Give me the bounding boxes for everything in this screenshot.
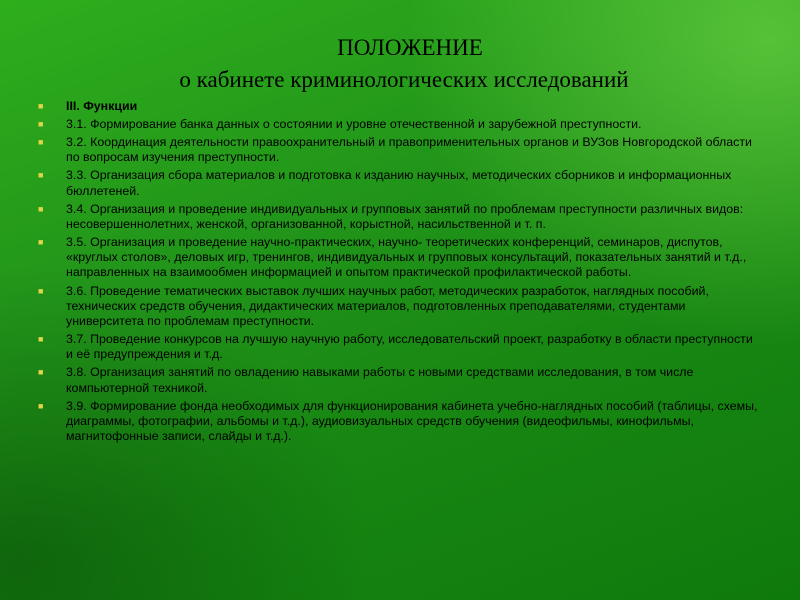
list-item: [38, 235, 760, 281]
list-item: [38, 168, 760, 198]
title-line-1: ПОЛОЖЕНИЕ: [337, 35, 483, 60]
list-item: [38, 135, 760, 165]
bullet-square-icon: ■: [38, 237, 44, 248]
list-item-text: 3.2. Координация деятельности правоохранительный и правоприменительных органов и ВУЗов Новгородской области по вопросам изучения преступности.: [66, 135, 752, 165]
bullet-square-icon: ■: [38, 400, 44, 411]
list-item: [38, 117, 760, 132]
bullet-square-icon: ■: [38, 203, 44, 214]
bullet-square-icon: ■: [38, 367, 44, 378]
list-item-text: 3.3. Организация сбора материалов и подготовка к изданию научных, методических сборников и информационных бюллетеней.: [66, 168, 732, 198]
list-item-heading: [38, 99, 760, 114]
bullet-list: [38, 99, 760, 447]
bullet-square-icon: ■: [38, 137, 44, 148]
section-heading: III. Функции: [66, 99, 138, 113]
list-item-text: 3.7. Проведение конкурсов на лучшую научную работу, исследовательский проект, разработку в области преступности и её предупреждения и т.д.: [66, 332, 753, 362]
list-item-text: 3.9. Формирование фонда необходимых для функционирования кабинета учебно-наглядных пособий (таблицы, схемы, диаграммы, фотографии, альбомы и т.д.), аудиовизуальных средств обучения (видеофильмы, кинофильмы, магнитофонные записи, слайды и т.д.).: [66, 398, 758, 444]
bullet-square-icon: ■: [38, 334, 44, 345]
list-item: [38, 332, 760, 362]
title-line-2: о кабинете криминологических исследований: [179, 67, 629, 92]
bullet-square-icon: ■: [38, 119, 44, 130]
slide-title: [0, 32, 800, 96]
list-item-text: 3.5. Организация и проведение научно-практических, научно- теоретических конференций, семинаров, диспутов, «круглых столов», деловых игр, тренингов, индивидуальных и групповых консультаций, показательных занятий и т.д., направленных на взаимообмен информацией и опытом практической профилактической работы.: [66, 235, 747, 280]
bullet-square-icon: ■: [38, 101, 44, 111]
list-item-text: 3.4. Организация и проведение индивидуальных и групповых занятий по проблемам преступности различных видов: несовершеннолетних, женской, организованной, корыстной, насильственной и т. п.: [66, 201, 744, 231]
bullet-square-icon: ■: [38, 285, 44, 296]
list-item: [38, 365, 760, 395]
list-item-text: 3.8. Организация занятий по овладению навыками работы с новыми средствами исследования, в том числе компьютерной техникой.: [66, 365, 694, 395]
list-item: [38, 284, 760, 330]
list-item: [38, 202, 760, 232]
list-item-text: 3.1. Формирование банка данных о состоянии и уровне отечественной и зарубежной преступности.: [66, 117, 642, 132]
list-item: [38, 399, 760, 445]
bullet-square-icon: ■: [38, 170, 44, 181]
list-item-text: 3.6. Проведение тематических выставок лучших научных работ, методических разработок, наглядных пособий, технических средств обучения, дидактических материалов, подготовленных преподавателями, студентами университета по проблемам преступности.: [66, 283, 709, 328]
